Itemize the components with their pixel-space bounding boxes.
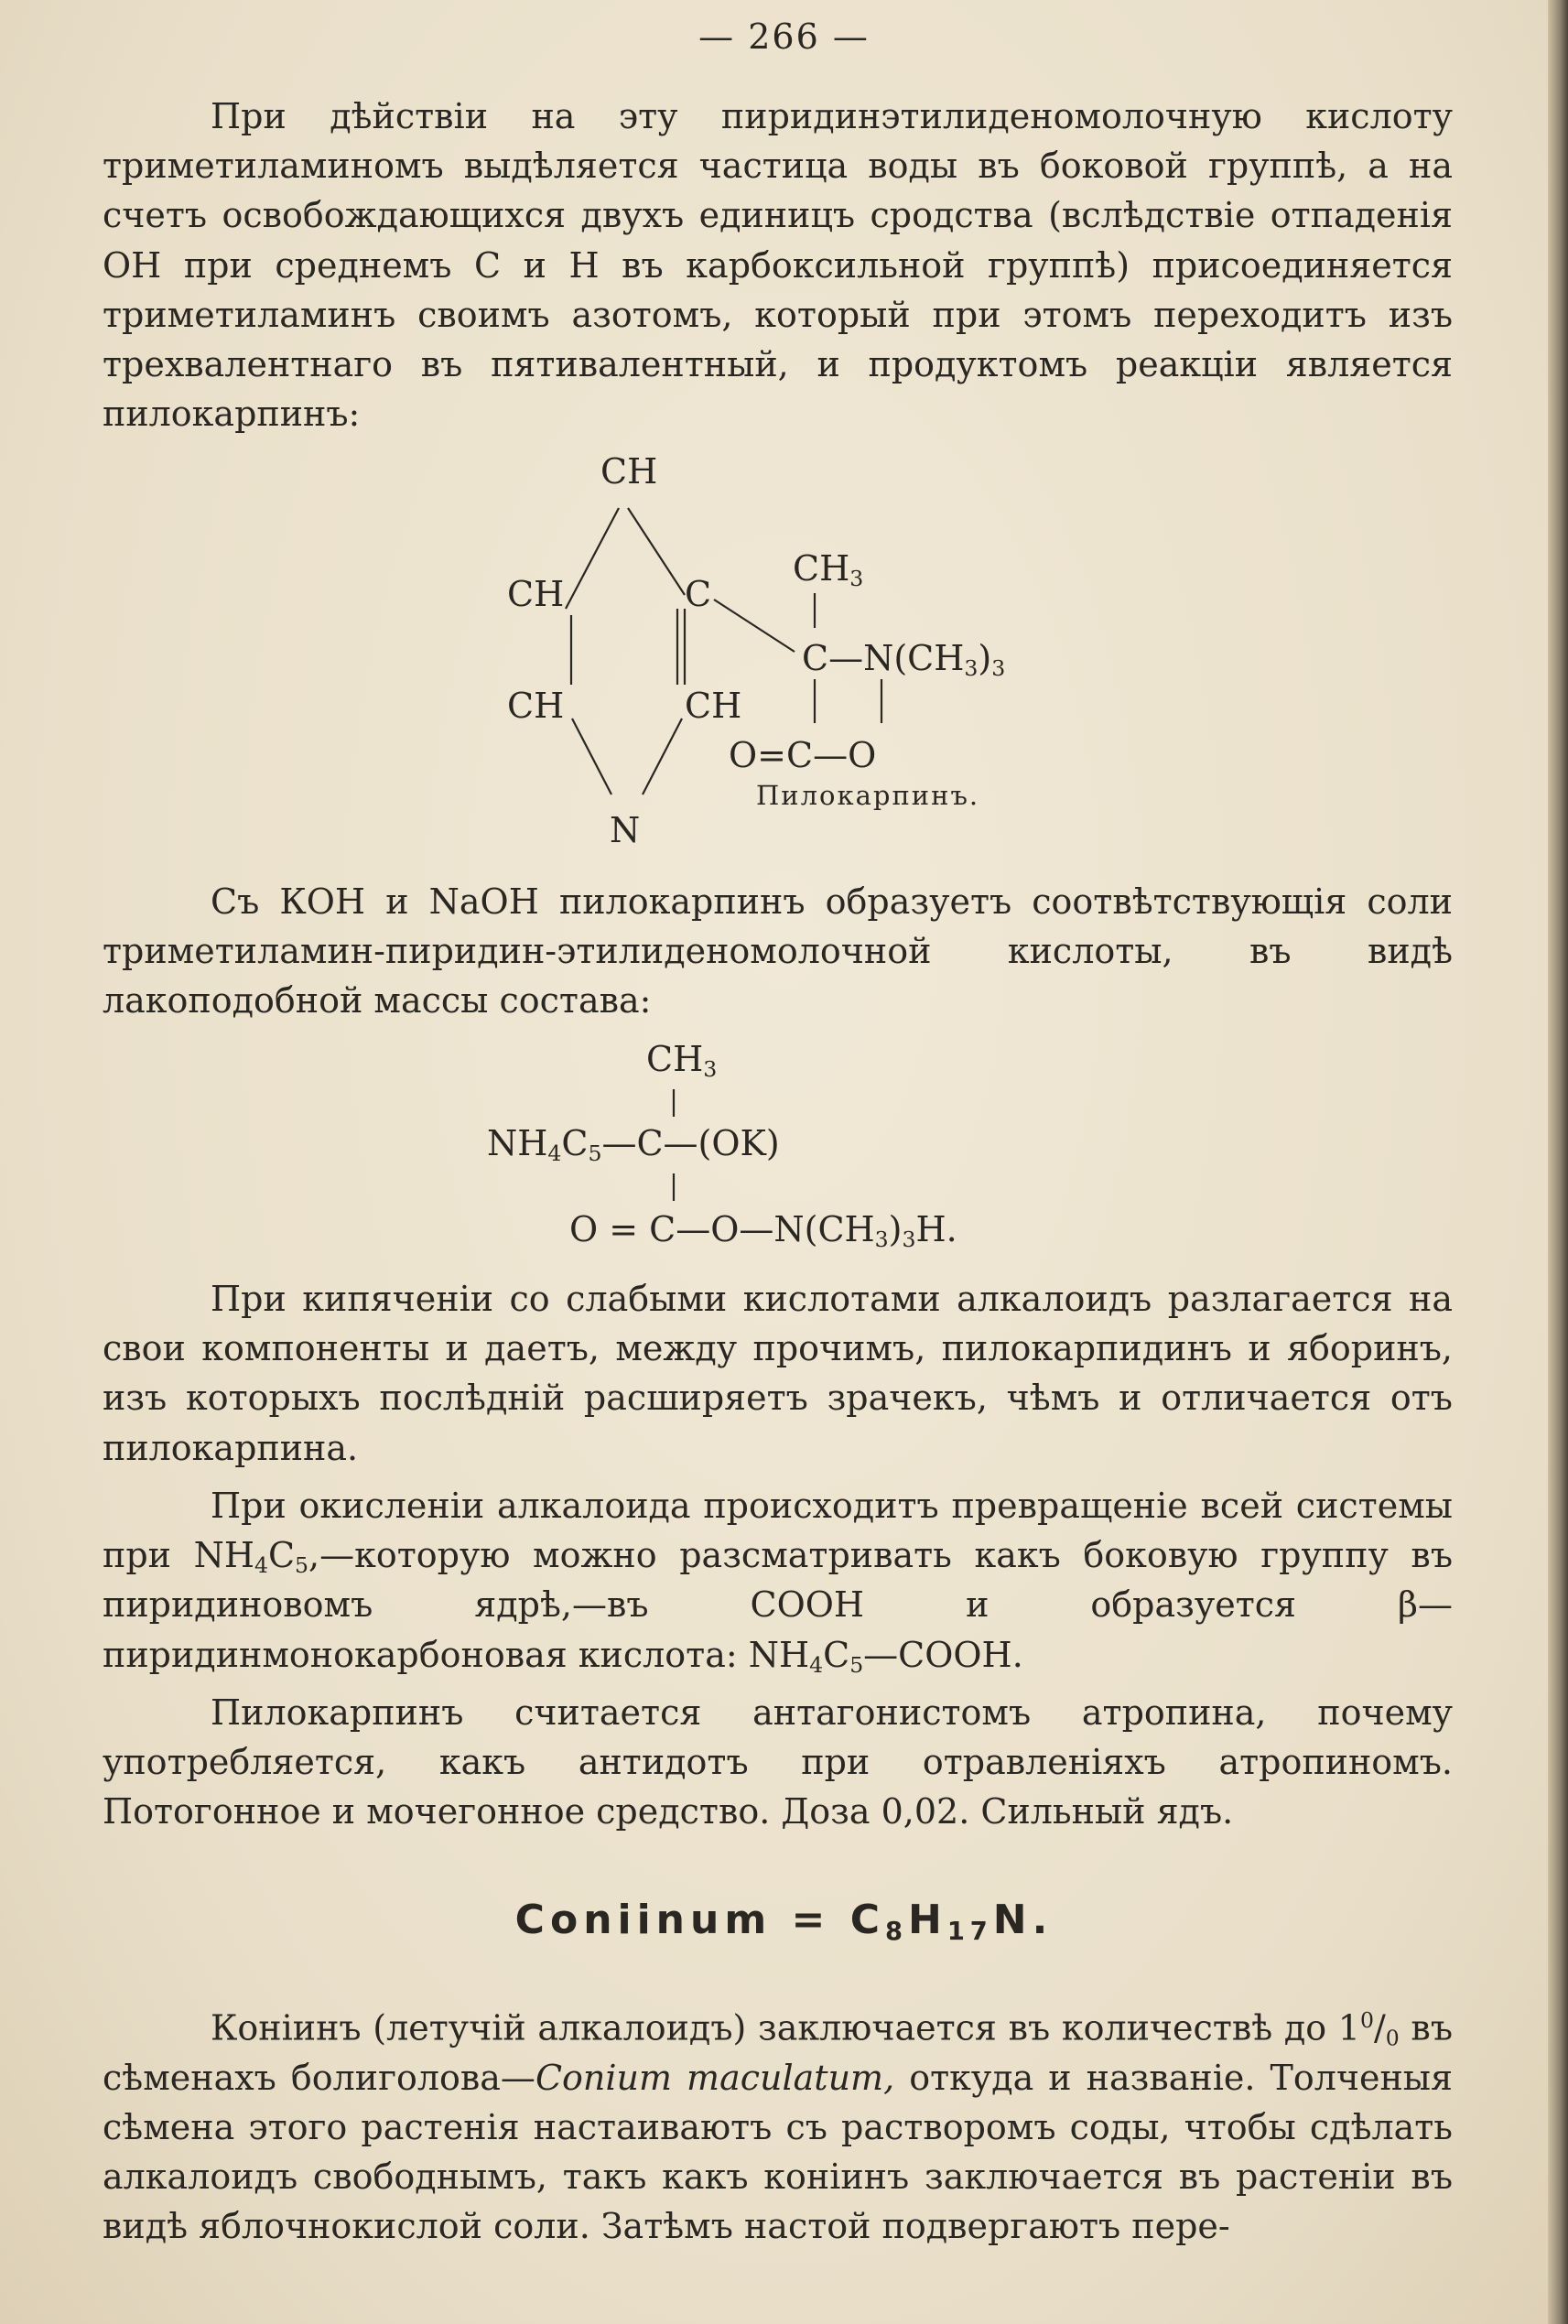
methyl-group: $CH_3$ [793,548,864,591]
salt-middle-line: $NH_4C_5—C—(OK)$ [487,1123,780,1166]
paragraph-coniine: Конiинъ (летучiй алкалоидъ) заключается въ количествѣ до $1^0/_0$ въ сѣменахъ болиголова—Conium maculatum, откуда и названіе. Толченыя сѣмена этого растенія настаиваютъ съ растворомъ соды, чтобы сдѣлать алкалоидъ свободнымъ, такъ какъ конiинъ заключается въ растеніи въ видѣ яблочнокислой соли. Затѣмъ настой подвергаютъ пере- [103,2007,1453,2247]
ester-group: O=C—O [729,735,877,775]
quaternary-carbon-trimethylamine: $C—N(CH_3)_3$ [802,638,1006,681]
page-number: — 266 — [698,16,870,57]
paragraph-oxidation: При окисленіи алкалоида происходитъ превращеніе всей системы при $NH_4C_5,—которую$ можно разсматривать какъ боковую группу въ пиридиновомъ ядрѣ,—въ СООН и образуется β—пиридинмонокарбоновая кислота: $NH_4C_5—COOH$. [103,1486,1454,1678]
ring-ch-right-lower: CH [685,686,742,726]
latin-species-name: Conium maculatum, [535,2057,895,2098]
paragraph-antagonist: Пилокарпинъ считается антагонистомъ атропина, почему употребляется, какъ антидотъ при отравленіяхъ атропиномъ. Потогонное и мочегонное средство. Доза 0,02. Сильный ядъ. [103,1692,1453,1832]
ring-ch-left-lower: CH [507,686,565,726]
structure-caption: Пилокарпинъ. [756,780,980,811]
section-heading-coniinum: Coniinum = $C_8H_{17}N$. [514,1897,1054,1946]
ring-c: C [685,574,712,614]
ring-n: N [610,810,641,850]
ring-ch-top: CH [600,451,658,492]
paragraph-salt-formation: Съ КОН и NaOH пилокарпинъ образуетъ соотвѣтствующія соли триметиламин-пиридин-этилиденомолочной кислоты, въ видѣ лакоподобной массы состава: [103,881,1453,1021]
salt-bottom-line: $O = C—O—N(CH_3)_3H$. [569,1209,957,1252]
ring-ch-left-upper: CH [507,574,565,614]
paragraph-boiling-acids: При кипяченіи со слабыми кислотами алкалоидъ разлагается на свои компоненты и даетъ, между прочимъ, пилокарпидинъ и яборинъ, изъ которыхъ послѣдній расширяетъ зрачекъ, чѣмъ и отличается отъ пилокарпина. [103,1279,1453,1468]
salt-methyl: $CH_3$ [646,1039,718,1082]
paragraph-pilocarpine-reaction: При дѣйствіи на эту пиридинэтилиденомолочную кислоту триметиламиномъ выдѣляется частица воды въ боковой группѣ, а на счетъ освобождающихся двухъ единицъ сродства (вслѣдствіе отпаденія ОН при среднемъ С и Н въ карбоксильной группѣ) присоединяется триметиламинъ своимъ азотомъ, который при этомъ переходитъ изъ трехвалентнаго въ пятивалентный, и продуктомъ реакціи является пилокарпинъ: [103,96,1453,435]
